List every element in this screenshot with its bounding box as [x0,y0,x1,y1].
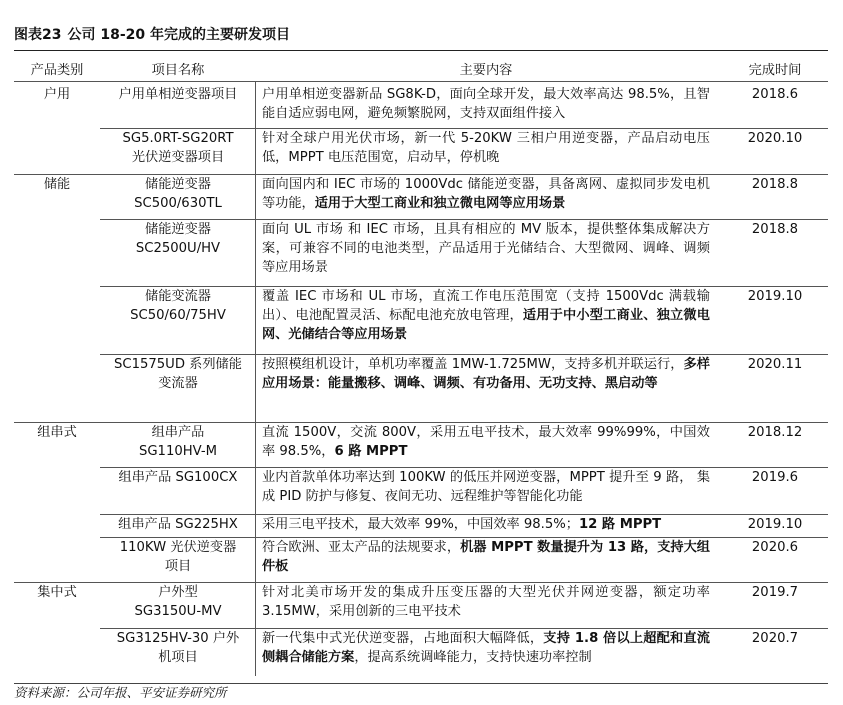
table-row [0,515,843,538]
project-description [262,85,710,123]
completion-time: 2019.10 [747,289,803,304]
source-note: 资料来源：公司年报、平安证券研究所 [14,685,227,700]
project-name [100,85,256,104]
description-text: 直流 1500V，交流 800V，采用五电平技术，最大效率 99%99%，中国效率 98.5%， [262,425,710,460]
description-highlight: 机器 MPPT 数量提升为 13 路，支持大组件板 [262,540,710,575]
project-name [100,355,256,393]
project-name-line: 组串产品 SG225HX [118,517,238,532]
table-row [0,85,843,129]
table-row [0,355,843,423]
header-category: 产品类别 [30,63,84,78]
project-name-line: 户用单相逆变器项目 [118,87,238,102]
project-name-line: SC50/60/75HV [130,308,226,324]
project-name-line: 变流器 [158,376,198,392]
figure-title-text: 公司 18-20 年完成的主要研发项目 [67,27,291,43]
project-name-line: 户外型 [158,585,198,600]
project-description [262,129,710,167]
project-description [262,629,710,667]
description-text: ，提高系统调峰能力，支持快速功率控制 [354,650,592,666]
completion-time: 2019.10 [747,517,803,532]
description-text: 针对北美市场开发的集成升压变压器的大型光伏并网逆变器，额定功率 3.15MW，采用创新的三电平技术 [262,585,710,620]
description-text: 覆盖 IEC 市场和 UL 市场，直流工作电压范围宽（支持 1500Vdc 满载输出）、电池配置灵活、标配电池充放电管理， [262,289,710,324]
description-text: 面向 UL 市场 和 IEC 市场，且具有相应的 MV 版本，提供整体集成解决方案，可兼容不同的电池类型，产品适用于光储结合、大型微网、调峰、调频等应用场景 [262,222,710,276]
completion-time: 2019.6 [751,470,799,485]
table-row [0,220,843,287]
table-row [0,538,843,583]
completion-time: 2018.12 [747,425,803,440]
project-name-line: 110KW 光伏逆变器 [119,540,237,555]
description-text: 针对全球户用光伏市场，新一代 5-20KW 三相户用逆变器，产品启动电压低，MPPT 电压范围宽，启动早，停机晚 [262,131,710,166]
project-description [262,583,710,621]
project-name-line: 项目 [164,559,192,575]
project-description [262,175,710,213]
header-time: 完成时间 [748,63,802,78]
completion-time: 2020.10 [747,131,803,146]
description-text: 业内首款单体功率达到 100KW 的低压并网逆变器，MPPT 提升至 9 路， 集成 PID 防护与修复、夜间无功、远程维护等智能化功能 [262,470,710,505]
table-row [0,629,843,677]
header-rule [14,81,828,82]
header-content: 主要内容 [459,63,513,78]
description-highlight: 适用于中小型工商业、独立微电网、光储结合等应用场景 [262,308,710,343]
project-name-line: 储能变流器 [145,289,211,304]
top-rule [14,50,828,51]
table-row [0,129,843,175]
project-name [100,515,256,534]
completion-time: 2020.7 [751,631,799,646]
completion-time: 2018.8 [751,222,799,237]
description-text: 符合欧洲、亚太产品的法规要求， [262,540,461,555]
project-description [262,515,710,534]
project-description [262,355,710,393]
project-name [100,583,256,621]
project-description [262,287,710,345]
project-name-line: SG3125HV-30 户外 [116,631,240,646]
project-description [262,423,710,461]
table-row [0,287,843,355]
project-name-line: SG110HV-M [138,444,218,460]
figure-title [14,25,290,45]
project-name-line: SC2500U/HV [135,241,221,257]
table-row [0,468,843,515]
project-name [100,629,256,667]
description-text: 面向国内和 IEC 市场的 1000Vdc 储能逆变器，具备离网、虚拟同步发电机 等功能， [262,177,710,212]
completion-time: 2020.11 [747,357,803,372]
bottom-rule [14,683,828,684]
table-row [0,175,843,220]
project-name-line: 储能逆变器 [145,222,211,237]
product-category: 组串式 [37,425,77,440]
project-name [100,175,256,213]
project-description [262,538,710,576]
product-category: 储能 [43,177,71,192]
description-highlight: 6 路 MPPT [334,444,408,460]
project-name-line: SG5.0RT-SG20RT [122,131,234,146]
project-name-line: 光伏逆变器项目 [131,150,225,166]
product-category: 集中式 [37,585,77,600]
project-name-line: 组串产品 [151,425,205,440]
project-name-line: SG3150U-MV [134,604,222,620]
project-name-line: 组串产品 SG100CX [118,470,238,485]
project-name [100,538,256,576]
project-name-line: SC500/630TL [134,196,222,212]
completion-time: 2020.6 [751,540,799,555]
table-row [0,583,843,629]
completion-time: 2018.6 [751,87,799,102]
description-highlight: 适用于大型工商业和独立微电网等应用场景 [314,196,566,212]
completion-time: 2019.7 [751,585,799,600]
product-category: 户用 [43,87,71,102]
completion-time: 2018.8 [751,177,799,192]
project-description [262,220,710,278]
description-highlight: 12 路 MPPT [578,517,662,532]
column-divider [255,82,256,676]
figure-label: 图表23 [14,27,62,43]
project-name-line: SC1575UD 系列储能 [114,357,242,372]
project-name-line: 储能逆变器 [145,177,211,192]
project-name [100,220,256,258]
table-row [0,423,843,468]
project-name [100,468,256,487]
project-name [100,287,256,325]
project-name [100,423,256,461]
description-highlight: 支持 1.8 倍以上超配和直流侧耦合储能方案 [262,631,710,666]
description-text: 按照模组机设计，单机功率覆盖 1MW-1.725MW，支持多机并联运行， [262,357,684,372]
description-highlight: 多样应用场景：能量搬移、调峰、调频、有功备用、无功支持、黑启动等 [262,357,710,392]
project-description [262,468,710,506]
description-text: 采用三电平技术，最大效率 99%，中国效率 98.5%； [262,517,579,532]
description-text: 新一代集中式光伏逆变器，占地面积大幅降低， [262,631,544,646]
project-name-line: 机项目 [158,650,198,666]
description-text: 户用单相逆变器新品 SG8K-D，面向全球开发，最大效率高达 98.5%，且智能自适应弱电网，避免频繁脱网，支持双面组件接入 [262,87,710,122]
project-name [100,129,256,167]
header-name: 项目名称 [151,63,205,78]
